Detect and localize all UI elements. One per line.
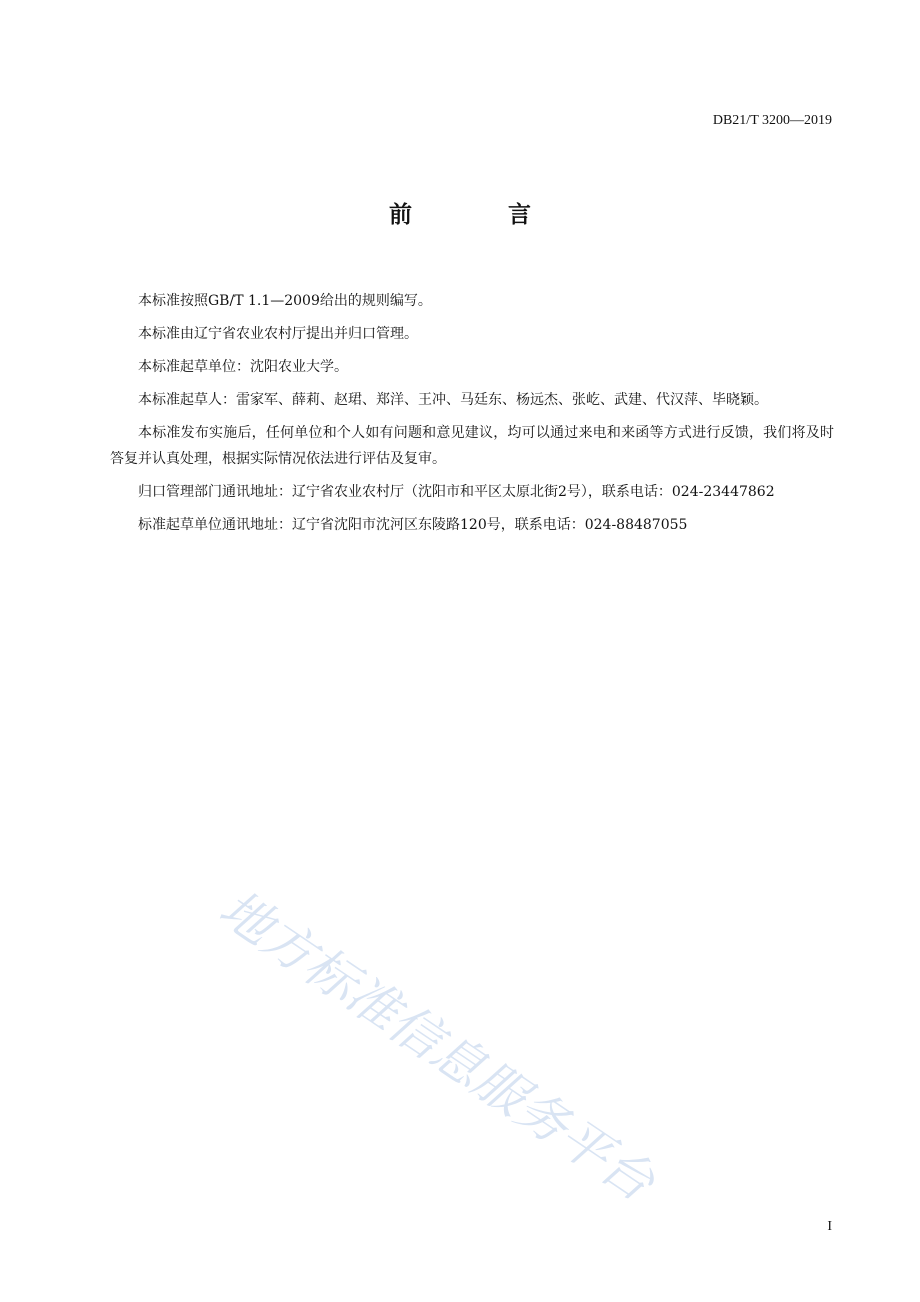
paragraph-drafter-address: 标准起草单位通讯地址：辽宁省沈阳市沈河区东陵路120号，联系电话：024-88487055 (138, 517, 688, 533)
paragraph-admin-address: 归口管理部门通讯地址：辽宁省农业农村厅（沈阳市和平区太原北街2号），联系电话：024-23447862 (138, 484, 775, 500)
watermark: 地方标准信息服务平台 (208, 879, 665, 1214)
paragraph-drafters: 本标准起草人：雷家军、薛莉、赵珺、郑洋、王冲、马廷东、杨远杰、张屹、武建、代汉萍、毕晓颖。 (138, 392, 768, 408)
paragraph-drafting-unit: 本标准起草单位：沈阳农业大学。 (138, 359, 348, 375)
paragraph-proposer: 本标准由辽宁省农业农村厅提出并归口管理。 (138, 326, 418, 342)
paragraph-feedback: 本标准发布实施后，任何单位和个人如有问题和意见建议，均可以通过来电和来函等方式进行反馈，我们将及时答复并认真处理，根据实际情况依法进行评估及复审。 (110, 425, 834, 467)
page-number: I (827, 1219, 832, 1234)
page-title: 前 言 (388, 201, 575, 228)
foreword-body (110, 288, 834, 545)
paragraph-drafting-rules: 本标准按照GB/T 1.1—2009给出的规则编写。 (138, 293, 432, 309)
document-id: DB21/T 3200—2019 (712, 113, 832, 128)
